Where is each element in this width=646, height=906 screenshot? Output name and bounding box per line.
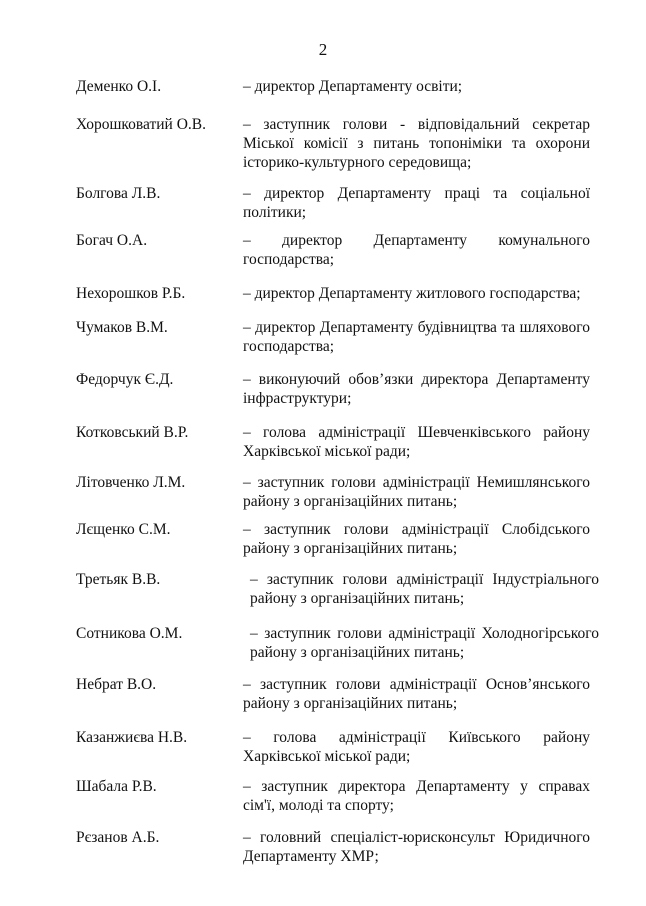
member-name: Нехорошков Р.Б. xyxy=(76,285,186,302)
member-name: Чумаков В.М. xyxy=(76,319,168,336)
member-name: Лєщенко С.М. xyxy=(76,521,171,538)
member-name: Небрат В.О. xyxy=(76,676,157,693)
member-role: – заступник голови - відповідальний секретар Міської комісії з питань топоніміки та охорони історико-культурного середовища; xyxy=(243,116,590,171)
member-name: Сотникова О.М. xyxy=(76,625,183,642)
member-role: – голова адміністрації Шевченківського району Харківської міської ради; xyxy=(243,424,590,460)
member-name: Федорчук Є.Д. xyxy=(76,371,174,388)
member-role: – заступник голови адміністрації Індустріального району з організаційних питань; xyxy=(250,571,599,607)
member-name: Літовченко Л.М. xyxy=(76,474,186,491)
member-name: Рєзанов А.Б. xyxy=(76,829,160,846)
page-number: 2 xyxy=(318,40,328,59)
member-name: Хорошковатий О.В. xyxy=(76,116,207,133)
member-role: – директор Департаменту освіти; xyxy=(243,78,463,95)
member-role: – виконуючий обов’язки директора Департаменту інфраструктури; xyxy=(243,371,590,407)
member-role: – заступник голови адміністрації Слобідського району з організаційних питань; xyxy=(243,521,590,557)
member-role: – заступник голови адміністрації Основ’янського району з організаційних питань; xyxy=(243,676,590,712)
member-name: Третьяк В.В. xyxy=(76,571,161,588)
member-role: – головний спеціаліст-юрисконсульт Юридичного Департаменту ХМР; xyxy=(243,829,590,865)
member-name: Котковський В.Р. xyxy=(76,424,189,441)
member-role: – голова адміністрації Київського району Харківської міської ради; xyxy=(243,729,590,765)
member-name: Богач О.А. xyxy=(76,232,148,249)
member-role: – заступник директора Департаменту у справах сім'ї, молоді та спорту; xyxy=(243,778,590,814)
member-role: – директор Департаменту праці та соціальної політики; xyxy=(243,185,590,221)
member-role: – директор Департаменту житлового господарства; xyxy=(243,285,581,302)
member-name: Болгова Л.В. xyxy=(76,185,161,202)
member-role: – заступник голови адміністрації Холодногірського району з організаційних питань; xyxy=(250,625,599,661)
member-name: Шабала Р.В. xyxy=(76,778,157,795)
member-name: Казанжиєва Н.В. xyxy=(76,729,188,746)
member-role: – директор Департаменту будівництва та шляхового господарства; xyxy=(243,319,590,355)
member-role: – директор Департаменту комунального господарства; xyxy=(243,232,590,268)
member-role: – заступник голови адміністрації Немишлянського району з організаційних питань; xyxy=(243,474,590,510)
member-name: Деменко О.І. xyxy=(76,78,162,95)
